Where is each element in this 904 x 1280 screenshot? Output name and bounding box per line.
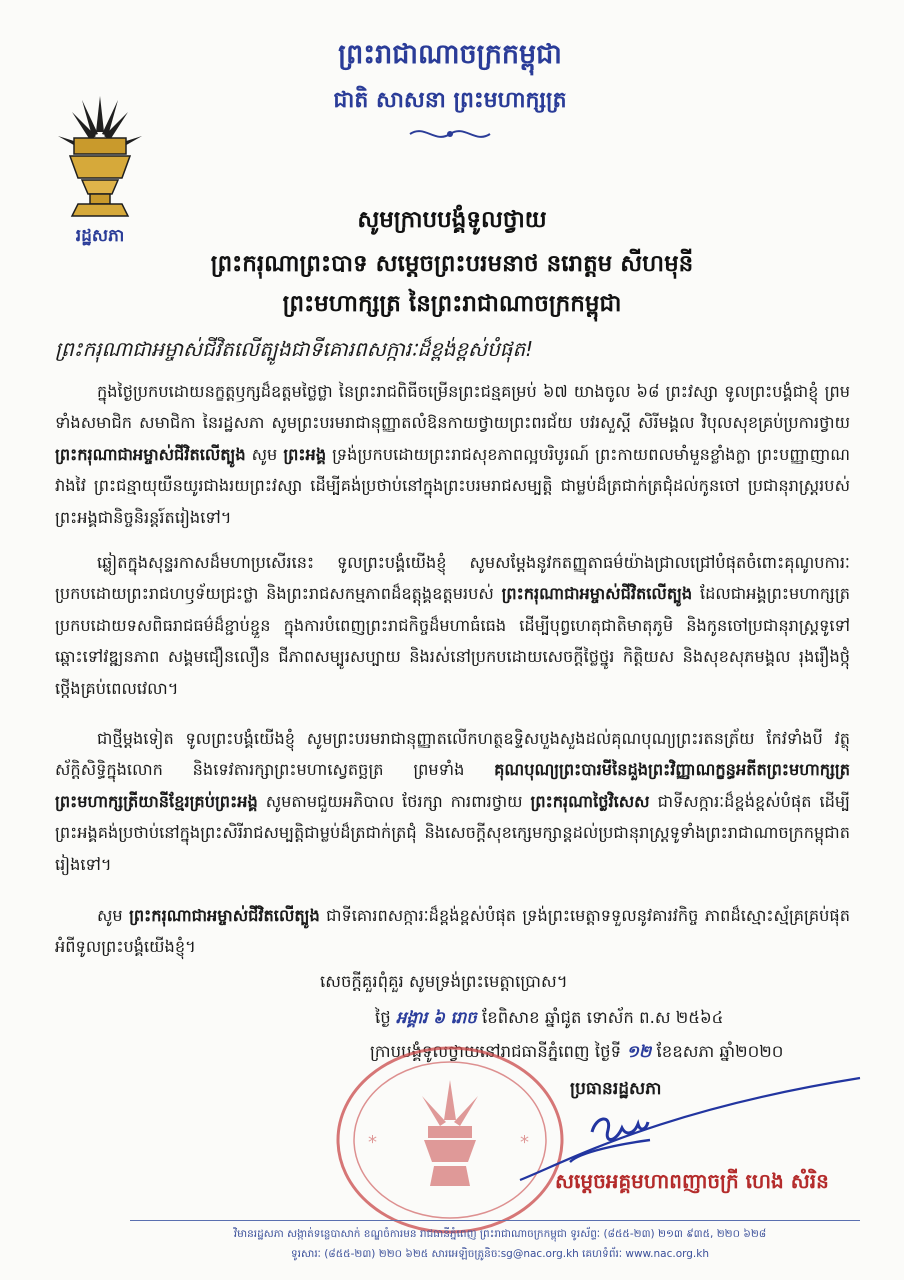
p4-text-c: ជាទីគោរពសក្ការៈដ៏ខ្ពង់ខ្ពស់បំផុត ទ្រង់ព្រះមេត្តាទទួលនូវគារវកិច្ច ភាពដ៏ស្មោះស្ម័គ្រគ្រប់ផុតអំពីទូលព្រះបង្គំយើងខ្ញុំ។ bbox=[55, 906, 850, 957]
p1-bold-majesty: ព្រះអង្គ bbox=[283, 444, 327, 464]
p3-text-e: ជាទីសក្ការៈដ៏ខ្ពង់ខ្ពស់បំផុត ដើម្បីព្រះអង្គគង់ប្រថាប់នៅក្នុងព្រះសិរីរាជសម្បត្តិជាម្លប់ដ៏ត្រជាក់ត្រជុំ និងសេចក្តីសុខក្សេមក្សាន្តដល់ប្រជានុរាស្ត្រទូទាំងព្រះរាជាណាចក្រកម្ពុជាតរៀងទៅ។ bbox=[55, 791, 850, 874]
org-label: រដ្ឋសភា bbox=[75, 226, 125, 246]
p3-text-a: ជាថ្មីម្តងទៀត ទូលព្រះបង្គំយើងខ្ញុំ សូមព្រះបរមរាជានុញ្ញាតលើកហត្ថឧទ្ទិសបួងសួងដល់គុណបុណ្យព្រះរតនត្រ័យ កែវទាំងបី វត្ថុស័ក្តិសិទ្ធិក្នុងលោក និងទេវតារក្សាព្រះមហាស្វេតច្ឆត្រ ព្រមទាំង bbox=[55, 729, 850, 780]
national-motto: ជាតិ សាសនា ព្រះមហាក្សត្រ bbox=[333, 88, 567, 113]
p1-bold-title: ព្រះករុណាជាអម្ចាស់ជីវិតលើត្បូង bbox=[55, 444, 246, 464]
p4-bold-title: ព្រះករុណាជាអម្ចាស់ជីវិតលើត្បូង bbox=[129, 906, 320, 925]
lunar-date-handwritten: អង្គារ ៦ រោច bbox=[395, 1008, 477, 1027]
paragraph-3 bbox=[55, 723, 850, 893]
paragraph-2 bbox=[55, 547, 850, 715]
addressee-line-1: សូមក្រាបបង្គំទូលថ្វាយ bbox=[357, 207, 547, 233]
footer-address: វិមានរដ្ឋសភា សង្កាត់ទន្លេបាសាក់ ខណ្ឌចំការមន រាជធានីភ្នំពេញ ព្រះរាជាណាចក្រកម្ពុជា ទូរស័ព្ទៈ (៨៥៥-២៣) ២១៣ ៩៣៥, ២២០ ៦២៨ bbox=[233, 1228, 767, 1240]
p1-text-a: ក្នុងថ្ងៃប្រកបដោយនក្ខត្តឫក្សដ៏ឧត្តមថ្លៃថ្លា នៃព្រះរាជពិធីចម្រើនព្រះជន្មគម្រប់ ៦៧ យាងចូល ៦៨ ព្រះវស្សា ទូលព្រះបង្គំជាខ្ញុំ ព្រមទាំងសមាជិក សមាជិកា នៃរដ្ឋសភា សូមព្រះបរមរាជានុញ្ញាតលំឱនកាយថ្វាយព្រះពរជ័យ បវរសួស្តី សិរីមង្គល វិបុលសុខគ្រប់ប្រការថ្វាយ bbox=[55, 382, 850, 433]
kingdom-title: ព្រះរាជាណាចក្រកម្ពុជា bbox=[338, 39, 562, 70]
national-assembly-emblem-icon bbox=[52, 92, 148, 224]
p2-bold-title: ព្រះករុណាជាអម្ចាស់ជីវិតលើត្បូង bbox=[501, 584, 693, 604]
p4-text-a: សូម bbox=[97, 906, 123, 925]
paragraph-4 bbox=[55, 900, 850, 962]
lunar-date bbox=[375, 1008, 723, 1032]
signatory-name: សម្តេចអគ្គមហាពញាចក្រី ហេង សំរិន bbox=[555, 1169, 829, 1193]
p1-text-d: ទ្រង់ប្រកបដោយព្រះរាជសុខភាពល្អបរិបូរណ៍ ព្រះកាយពលមាំមួនខ្លាំងក្លា ព្រះបញ្ញាញាណវាងវៃ ព្រះជន្មាយុយឺនយូរជាងរយព្រះវស្សា ដើម្បីគង់ប្រថាប់នៅក្នុងព្រះបរមរាជសម្បត្តិ ជាម្លប់ដ៏ត្រជាក់ត្រជុំដល់កូនចៅ ប្រជានុរាស្ត្ររបស់ព្រះអង្គជានិច្ចនិរន្តរ៍តរៀងទៅ។ bbox=[55, 444, 850, 527]
lunar-date-suffix: ខែពិសាខ ឆ្នាំជូត ទោស័ក ព.ស ២៥៦៤ bbox=[482, 1008, 724, 1027]
solar-date-suffix: ខែឧសភា ឆ្នាំ២០២០ bbox=[656, 1042, 784, 1061]
svg-text:*: * bbox=[520, 1132, 529, 1153]
signatory-title: ប្រធានរដ្ឋសភា bbox=[570, 1079, 662, 1099]
solar-date-prefix: ក្រាបបង្គំទូលថ្វាយនៅរាជធានីភ្នំពេញ ថ្ងៃទី bbox=[370, 1042, 622, 1061]
footer-divider bbox=[130, 1220, 860, 1221]
addressee-line-3: ព្រះមហាក្សត្រ នៃព្រះរាជាណាចក្រកម្ពុជា bbox=[282, 291, 622, 317]
p1-text-c: សូម bbox=[251, 444, 278, 464]
svg-text:*: * bbox=[368, 1132, 377, 1153]
p2-text-c: ដែលជាអង្គព្រះមហាក្សត្រប្រកបដោយទសពិធរាជធម៌ដ៏ខ្ជាប់ខ្ជួន ក្នុងការបំពេញព្រះរាជកិច្ចដ៏មហាធំធេង ដើម្បីបុព្វហេតុជាតិមាតុភូមិ និងកូនចៅប្រជានុរាស្ត្រទូទៅ ឆ្ពោះទៅវឌ្ឍនភាព សង្គមជឿនលឿន ជីភាពសម្បូរសប្បាយ និងរស់នៅប្រកបដោយសេចក្តីថ្លៃថ្នូរ កិត្តិយស និងសុខសុភមង្គល រុងរឿងថ្កុំថ្កើងគ្រប់ពេលវេលា។ bbox=[55, 584, 850, 698]
p3-bold-majesty: ព្រះករុណាថ្លៃវិសេស bbox=[530, 791, 650, 811]
p2-text-a: ឆ្លៀតក្នុងសុន្ទរកាសដ៏មហាប្រសើរនេះ ទូលព្រះបង្គំយើងខ្ញុំ សូមសម្តែងនូវកតញ្ញុតាធម៌យ៉ាងជ្រាលជ្រៅបំផុតចំពោះគុណូបការៈប្រកបដោយព្រះរាជហឫទ័យជ្រះថ្លា និងព្រះរាជសកម្មភាពដ៏ឧត្តុង្គឧត្តមរបស់ bbox=[55, 553, 850, 604]
lunar-date-prefix: ថ្ងៃ bbox=[375, 1008, 391, 1027]
p3-bold-spirits: គុណបុណ្យព្រះបារមីនៃដួងព្រះវិញ្ញាណក្ខន្ធអតីតព្រះមហាក្សត្រ ព្រះមហាក្សត្រីយានីខ្មែរគ្រប់ព្រះអង្គ bbox=[55, 760, 850, 811]
solar-date-handwritten: ១២ bbox=[626, 1042, 652, 1061]
closing-phrase: សេចក្តីគួរពុំគួរ សូមទ្រង់ព្រះមេត្តាប្រោស។ bbox=[320, 972, 568, 991]
salutation: ព្រះករុណាជាអម្ចាស់ជីវិតលើត្បូងជាទីគោរពសក្ការៈដ៏ខ្ពង់ខ្ពស់បំផុត! bbox=[55, 337, 534, 361]
ornament-divider-icon bbox=[405, 122, 495, 146]
paragraph-1 bbox=[55, 376, 850, 538]
addressee-line-2: ព្រះករុណាព្រះបាទ សម្តេចព្រះបរមនាថ នរោត្តម សីហមុនី bbox=[210, 251, 694, 277]
p3-text-c: សូមតាមជួយអភិបាល ថែរក្សា ការពារថ្វាយ bbox=[265, 791, 523, 811]
footer-contact: ទូរសារៈ (៨៥៥-២៣) ២២០ ៦២៥ សារអេឡិចត្រូនិចៈsg@nac.org.kh គេហទំព័រៈ www.nac.org.kh bbox=[291, 1248, 709, 1260]
